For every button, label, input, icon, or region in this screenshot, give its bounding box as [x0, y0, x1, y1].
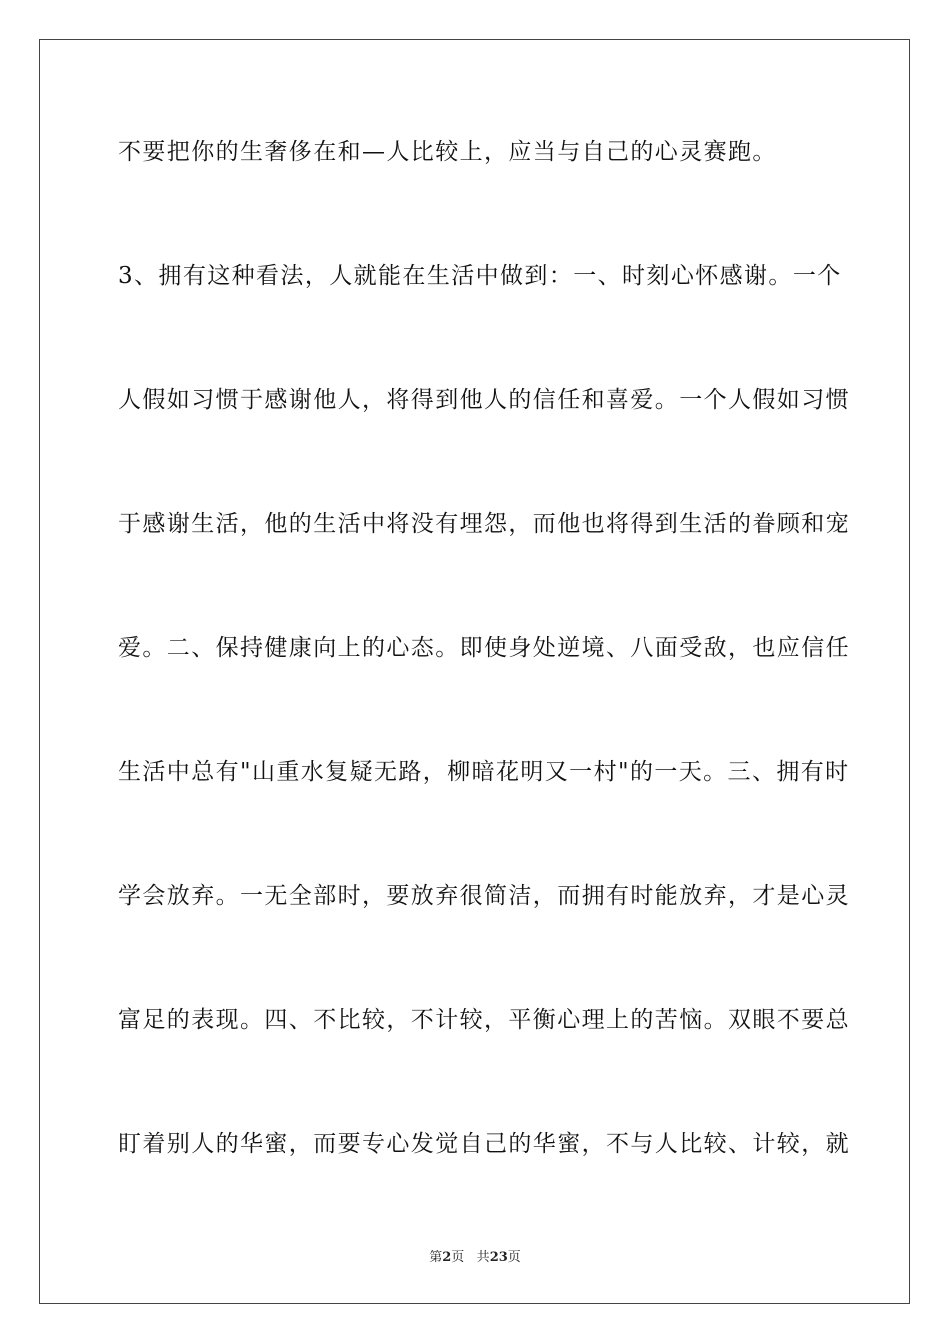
body-text-line-6: 生活中总有"山重水复疑无路，柳暗花明又一村"的一天。三、拥有时	[118, 759, 850, 785]
page-suffix: 页	[451, 1250, 465, 1265]
total-pages: 23	[489, 1250, 508, 1265]
body-text-line-1: 不要把你的生奢侈在和—人比较上，应当与自己的心灵赛跑。	[118, 139, 777, 165]
total-suffix: 页	[507, 1250, 521, 1265]
page-footer	[0, 1246, 950, 1265]
body-text-line-7: 学会放弃。一无全部时，要放弃很简洁，而拥有时能放弃，才是心灵	[118, 883, 850, 909]
page-prefix: 第	[429, 1250, 443, 1265]
body-text-line-5: 爱。二、保持健康向上的心态。即使身处逆境、八面受敌，也应信任	[118, 635, 850, 661]
body-text-line-2: 3、拥有这种看法，人就能在生活中做到：一、时刻心怀感谢。一个	[118, 263, 842, 289]
body-text-line-8: 富足的表现。四、不比较，不计较，平衡心理上的苦恼。双眼不要总	[118, 1007, 850, 1033]
body-text-line-3: 人假如习惯于感谢他人，将得到他人的信任和喜爱。一个人假如习惯	[118, 387, 850, 413]
body-text-line-9: 盯着别人的华蜜，而要专心发觉自己的华蜜，不与人比较、计较，就	[118, 1131, 850, 1157]
total-prefix: 共	[476, 1250, 490, 1265]
page-number: 2	[442, 1250, 452, 1265]
body-text-line-4: 于感谢生活，他的生活中将没有埋怨，而他也将得到生活的眷顾和宠	[118, 511, 850, 537]
page-border	[39, 39, 910, 1304]
